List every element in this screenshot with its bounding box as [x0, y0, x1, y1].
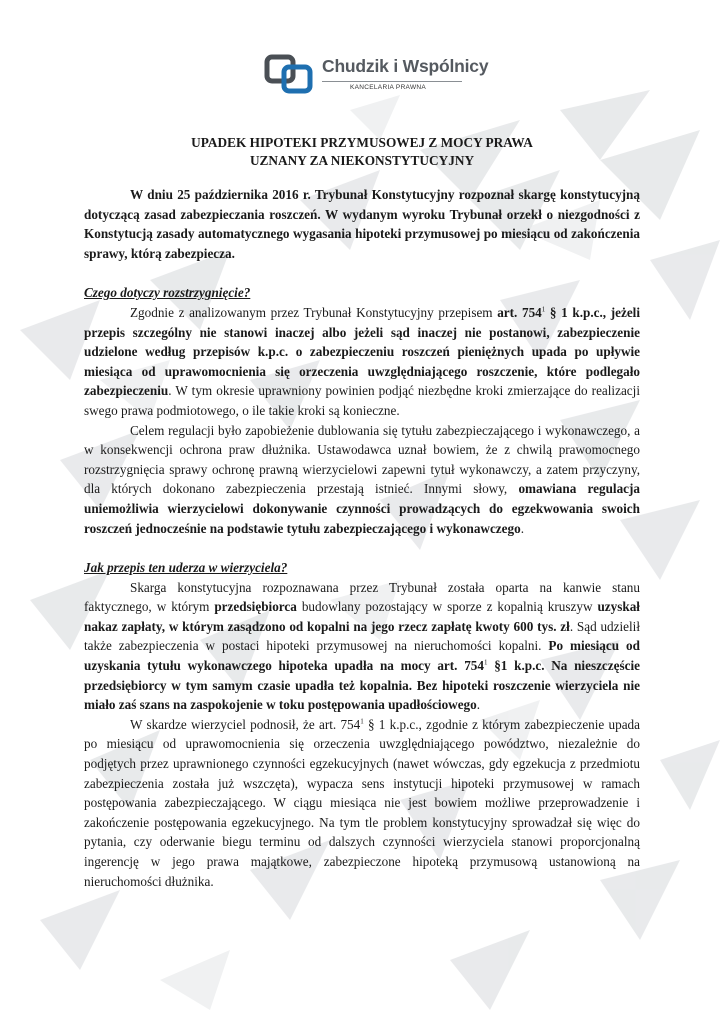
bold-run: omawiana regulacja uniemożliwia wierzycielowi dokonywanie czynności prowadzących do egzekwowania swoich roszczeń jednocześnie na podstawie tytułu zabezpieczającego i wykonawczego	[84, 481, 641, 536]
bold-run: przedsiębiorca	[214, 599, 297, 615]
company-logo	[264, 52, 489, 102]
logo-divider	[322, 81, 462, 82]
text-run: Celem regulacji było zapobieżenie dublowania się tytułu zabezpieczającego i wykonawczego, a w konsekwencji ochrona praw dłużnika. Ustawodawca uznał bowiem, że z chwilą prawomocnego rozstrzygnięcia sprawy ochronę prawną wierzycielowi zapewni tytuł wykonawczy, a zatem przyczyny, dla których dokonano zabezpieczenia przestają istnieć. Innymi słowy,	[84, 422, 640, 497]
text-run: budowlany pozostający w sporze z kopalnią kruszyw	[296, 599, 598, 615]
intro-text: W dniu 25 października 2016 r. Trybunał Konstytucyjny rozpoznał skargę konstytucyjną dotyczącą zasad zabezpieczania roszczeń. W wydanym wyroku Trybunał orzekł o niezgodności z Konstytucją zasady automatycznego wygasania hipoteki przymusowej po miesiącu od zakończenia sprawy, którą zabezpiecza.	[84, 187, 640, 261]
section-1-heading: Czego dotyczy rozstrzygnięcie?	[84, 285, 251, 301]
text-run: Zgodnie z analizowanym przez Trybunał Konstytucyjny przepisem	[130, 304, 498, 320]
text-run: Skarga konstytucyjna rozpoznawana przez Trybunał została oparta na kanwie stanu faktycznego, w którym	[84, 579, 640, 615]
superscript: 1	[483, 658, 488, 667]
bold-run: art. 754	[497, 304, 542, 320]
section-1-paragraph-2	[84, 421, 640, 539]
bold-run: Po miesiącu od uzyskania tytułu wykonawczego hipoteka upadła na mocy art. 754	[84, 638, 640, 674]
bold-run: uzyskał nakaz zapłaty, w którym zasądzono od kopalni na jego rzecz zapłatę kwoty 600 tys. zł	[84, 599, 640, 634]
text-run: . Sąd udzielił także zabezpieczenia w postaci hipoteki przymusowej na nieruchomości kopalni.	[84, 618, 640, 654]
title-line-2: UZNANY ZA NIEKONSTYTUCYJNY	[249, 153, 475, 168]
text-run: . W tym okresie uprawniony powinien podjąć niezbędne kroki zmierzające do realizacji swego prawa podmiotowego, o ile takie kroki są konieczne.	[84, 383, 640, 418]
superscript: 1	[360, 717, 364, 726]
section-2-paragraph-2	[84, 715, 640, 891]
document-body	[84, 185, 640, 891]
text-run: .	[520, 520, 524, 536]
document-title	[84, 134, 640, 170]
logo-mark-icon	[264, 54, 316, 94]
bold-run: §1 k.p.c. Na nieszczęście przedsiębiorcy w tym samym czasie upadła też kopalnia. Bez hipoteki roszczenie wierzyciela nie miało zaś szans na zaspokojenie w toku postępowania upadłościowego	[84, 658, 640, 713]
section-2-heading: Jak przepis ten uderza w wierzyciela?	[84, 560, 288, 576]
section-1-paragraph-1	[84, 303, 640, 421]
text-run: § 1 k.p.c., zgodnie z którym zabezpieczenie upada po miesiącu od uprawomocnienia się orzeczenia uwzględniającego powództwo, niezależnie do podjętych przez uprawnionego czynności egzekucyjnych (nawet wówczas, gdy egzekucja z przedmiotu zabezpieczenia została już wszczęta), wypacza sens instytucji hipoteki przymusowej w ramach postępowania zabezpieczającego. W ciągu miesiąca nie jest bowiem możliwe przeprowadzenie i zakończenie postępowania egzekucyjnego. Na tym tle problem konstytucyjny sprowadzał się więc do pytania, czy oderwanie biegu terminu od dalszych czynności wierzyciela stanowi proporcjonalną ingerencję w jego prawa majątkowe, zabezpieczone hipoteką przymusową ustanowioną na nieruchomości dłużnika.	[84, 716, 641, 889]
bold-run: § 1 k.p.c., jeżeli przepis szczególny nie stanowi inaczej albo jeżeli sąd inaczej nie postanowi, zabezpieczenie udzielone według przepisów k.p.c. o zabezpieczeniu roszczeń pieniężnych upada po upływie miesiąca od uprawomocnienia się orzeczenia uwzględniającego roszczenie, które podlegało zabezpieczeniu	[84, 304, 640, 399]
logo-subtitle: KANCELARIA PRAWNA	[350, 84, 427, 91]
superscript: 1	[541, 305, 546, 314]
section-2-paragraph-1	[84, 578, 640, 715]
intro-paragraph	[84, 185, 640, 263]
logo-name: Chudzik i Wspólnicy	[322, 56, 489, 76]
title-line-1: UPADEK HIPOTEKI PRZYMUSOWEJ Z MOCY PRAWA	[191, 135, 533, 150]
text-run: .	[476, 697, 481, 713]
text-run: W skardze wierzyciel podnosił, że art. 754	[130, 716, 361, 732]
